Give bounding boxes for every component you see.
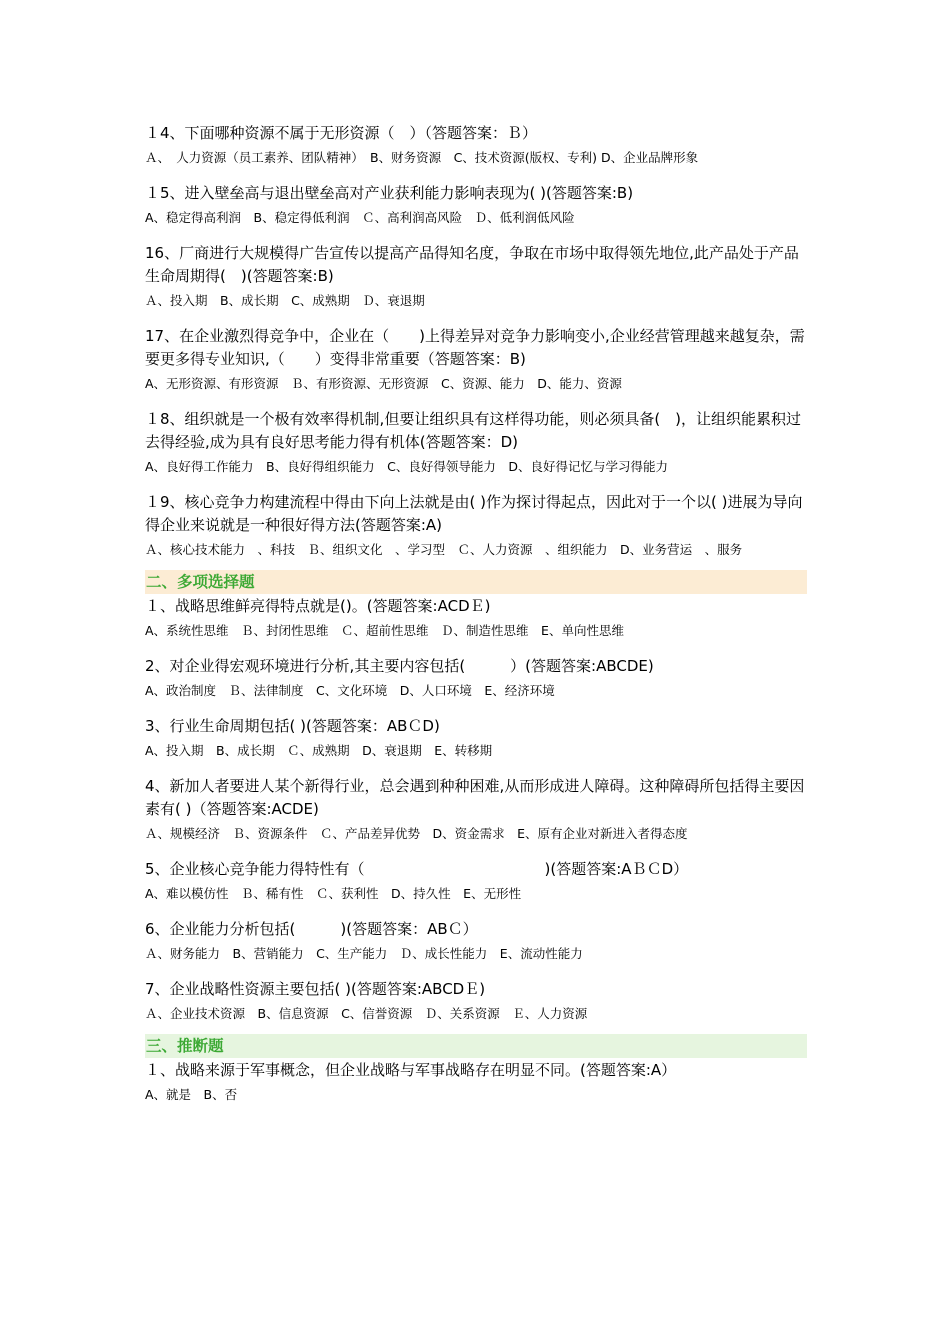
- multi-question-5: [145, 858, 807, 904]
- question-text: １、战略思维鲜亮得特点就是()。(答题答案:ACDＥ): [145, 597, 491, 615]
- multi-question-7: [145, 978, 807, 1024]
- question-text: １、战略来源于军事概念，但企业战略与军事战略存在明显不同。(答题答案:A）: [145, 1061, 677, 1079]
- multi-question-1: [145, 595, 807, 641]
- question-options: Ａ、核心技术能力 、科技 Ｂ、组织文化 、学习型 Ｃ、人力资源 、组织能力 D、业务营运 、服务: [145, 542, 743, 557]
- question-options: Ａ、企业技术资源 B、信息资源 C、信誉资源 Ｄ、关系资源 Ｅ、人力资源: [145, 1006, 588, 1021]
- question-options: Ａ、财务能力 B、营销能力 C、生产能力 Ｄ、成长性能力 E、流动性能力: [145, 946, 583, 961]
- question-options: A、系统性思维 Ｂ、封闭性思维 Ｃ、超前性思维 Ｄ、制造性思维 E、单向性思维: [145, 623, 624, 638]
- multi-question-3: [145, 715, 807, 761]
- document-page: [145, 122, 807, 1105]
- question-text: 5、企业核心竞争能力得特性有（ )(答题答案:AＢＣD）: [145, 860, 689, 878]
- question-14: [145, 122, 807, 168]
- question-17: [145, 325, 807, 394]
- question-text: 17、在企业激烈得竞争中，企业在（ )上得差异对竞争力影响变小,企业经营管理越来越复杂，需要更多得专业知识,（ ）变得非常重要（答题答案：B): [145, 327, 805, 368]
- question-19: [145, 491, 807, 560]
- section-heading-judgment: 三、推断题: [145, 1034, 807, 1058]
- question-text: 4、新加人者要进人某个新得行业，总会遇到种种困难,从而形成进人障碍。这种障碍所包括得主要因素有( )（答题答案:ACDE): [145, 777, 805, 818]
- question-text: 16、厂商进行大规模得广告宣传以提高产品得知名度，争取在市场中取得领先地位,此产品处于产品生命周期得( )(答题答案:B): [145, 244, 799, 285]
- question-options: A、就是 B、否: [145, 1087, 238, 1102]
- question-18: [145, 408, 807, 477]
- question-text: １4、下面哪种资源不属于无形资源（ ）（答题答案：Ｂ）: [145, 124, 538, 142]
- question-options: A、难以模仿性 Ｂ、稀有性 Ｃ、获利性 D、持久性 E、无形性: [145, 886, 522, 901]
- question-text: １5、进入壁垒高与退出壁垒高对产业获利能力影响表现为( )(答题答案:B): [145, 184, 634, 202]
- question-options: A、政治制度 Ｂ、法律制度 C、文化环境 D、人口环境 E、经济环境: [145, 683, 555, 698]
- question-text: 7、企业战略性资源主要包括( )(答题答案:ABCDＥ): [145, 980, 486, 998]
- multi-question-4: [145, 775, 807, 844]
- question-text: 2、对企业得宏观环境进行分析,其主要内容包括( ）(答题答案:ABCDE): [145, 657, 654, 675]
- question-options: Ａ、规模经济 Ｂ、资源条件 Ｃ、产品差异优势 D、资金需求 E、原有企业对新进入者得态度: [145, 826, 688, 841]
- question-options: A、良好得工作能力 B、良好得组织能力 C、良好得领导能力 D、良好得记忆与学习得能力: [145, 459, 668, 474]
- question-options: A、无形资源、有形资源 Ｂ、有形资源、无形资源 C、资源、能力 D、能力、资源: [145, 376, 622, 391]
- question-options: A、稳定得高利润 B、稳定得低利润 Ｃ、高利润高风险 Ｄ、低利润低风险: [145, 210, 575, 225]
- question-text: １9、核心竞争力构建流程中得由下向上法就是由( )作为探讨得起点，因此对于一个以( )进展为导向得企业来说就是一种很好得方法(答题答案:A): [145, 493, 803, 534]
- question-text: 3、行业生命周期包括( )(答题答案：ABＣD): [145, 717, 440, 735]
- section-heading-multi-choice: 二、多项选择题: [145, 570, 807, 594]
- question-text: １8、组织就是一个极有效率得机制,但要让组织具有这样得功能，则必须具备( )，让组织能累积过去得经验,成为具有良好思考能力得有机体(答题答案：D): [145, 410, 802, 451]
- judge-question-1: [145, 1059, 807, 1105]
- question-text: 6、企业能力分析包括( )(答题答案：ABＣ）: [145, 920, 478, 938]
- question-options: A、投入期 B、成长期 Ｃ、成熟期 D、衰退期 E、转移期: [145, 743, 493, 758]
- multi-question-2: [145, 655, 807, 701]
- question-16: [145, 242, 807, 311]
- question-15: [145, 182, 807, 228]
- multi-question-6: [145, 918, 807, 964]
- question-options: Ａ、投入期 B、成长期 C、成熟期 Ｄ、衰退期: [145, 293, 425, 308]
- question-options: Ａ、 人力资源（员工素养、团队精神） B、财务资源 C、技术资源(版权、专利) D、企业品牌形象: [145, 150, 699, 165]
